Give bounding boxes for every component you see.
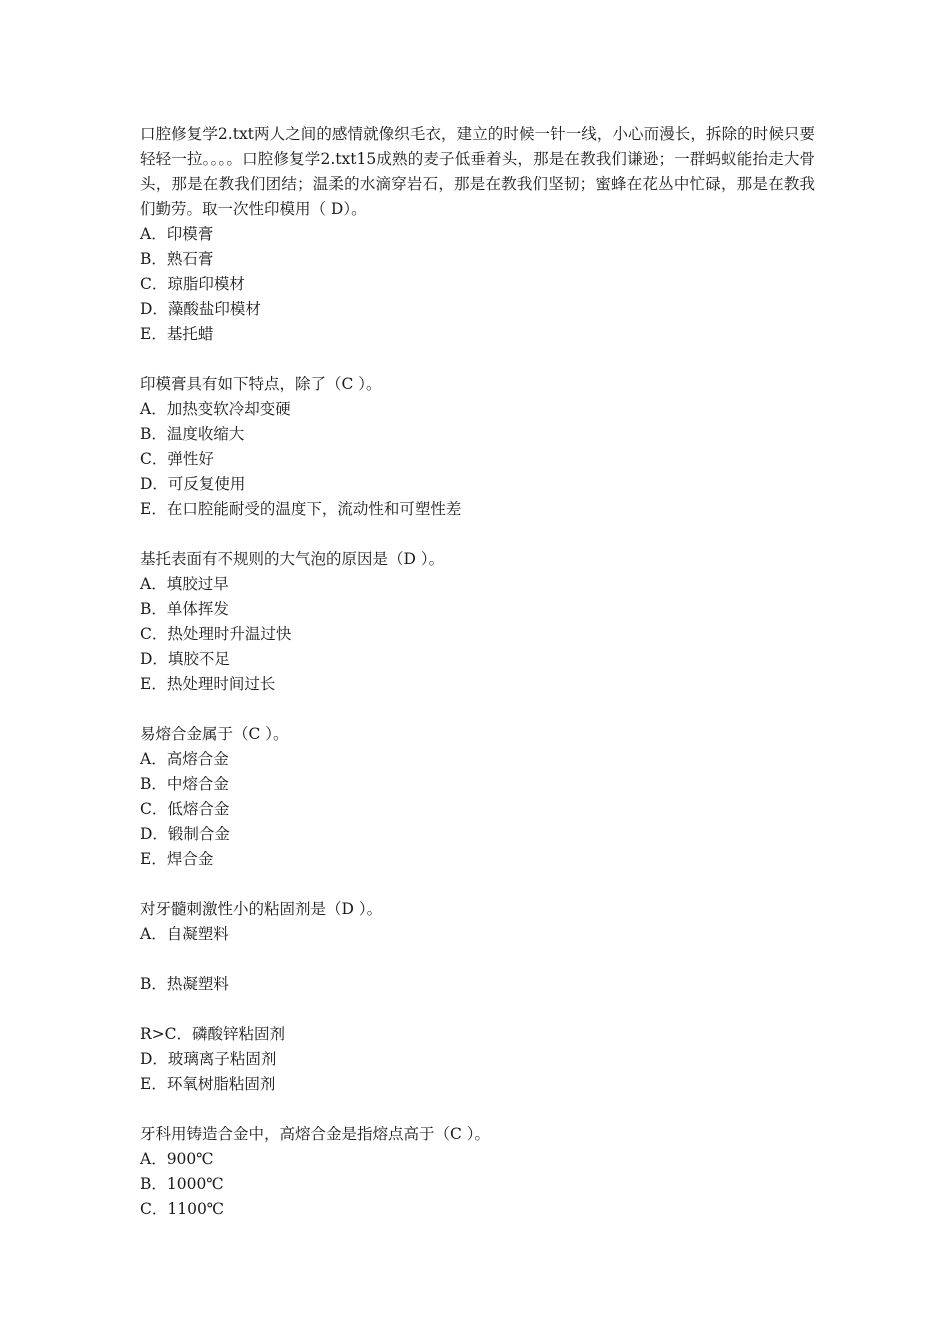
question-2 [140, 372, 815, 522]
option-c: R>C．磷酸锌粘固剂 [140, 1025, 286, 1043]
question-stem: 对牙髓刺激性小的粘固剂是（D ）。 [140, 900, 383, 918]
option-d: D．藻酸盐印模材 [140, 300, 261, 318]
question-3 [140, 547, 815, 697]
option-b: B．熟石膏 [140, 250, 214, 268]
question-stem: 基托表面有不规则的大气泡的原因是（D ）。 [140, 550, 445, 568]
option-a: A．自凝塑料 [140, 925, 229, 943]
question-stem: 牙科用铸造合金中，高熔合金是指熔点高于（C ）。 [140, 1125, 491, 1143]
option-d: D．锻制合金 [140, 825, 230, 843]
question-5 [140, 897, 815, 1097]
option-a: A．900℃ [140, 1150, 214, 1168]
question-stem: 印模膏具有如下特点，除了（C ）。 [140, 375, 382, 393]
option-b: B．1000℃ [140, 1175, 224, 1193]
option-a: A．印模膏 [140, 225, 214, 243]
option-e: E．环氧树脂粘固剂 [140, 1075, 276, 1093]
option-e: E．焊合金 [140, 850, 214, 868]
question-stem: 口腔修复学2.txt两人之间的感情就像织毛衣，建立的时候一针一线，小心而漫长，拆除的时候只要轻轻一拉。。。。口腔修复学2.txt15成熟的麦子低垂着头，那是在教我们谦逊；一群蚂蚁能抬走大骨头，那是在教我们团结；温柔的水滴穿岩石，那是在教我们坚韧；蜜蜂在花丛中忙碌，那是在教我们勤劳。取一次性印模用（ D）。 [140, 125, 815, 218]
option-b: B．热凝塑料 [140, 975, 229, 993]
option-a: A．加热变软冷却变硬 [140, 400, 291, 418]
option-b: B．中熔合金 [140, 775, 229, 793]
option-c: C．热处理时升温过快 [140, 625, 292, 643]
question-1 [140, 122, 815, 347]
option-c: C．琼脂印模材 [140, 275, 245, 293]
option-e: E．基托蜡 [140, 325, 214, 343]
option-a: A．高熔合金 [140, 750, 229, 768]
option-b: B．单体挥发 [140, 600, 229, 618]
question-stem: 易熔合金属于（C ）。 [140, 725, 289, 743]
option-c: C．弹性好 [140, 450, 214, 468]
option-d: D．填胶不足 [140, 650, 230, 668]
option-e: E．在口腔能耐受的温度下，流动性和可塑性差 [140, 500, 462, 518]
option-c: C．1100℃ [140, 1200, 225, 1218]
option-c: C．低熔合金 [140, 800, 230, 818]
question-6 [140, 1122, 815, 1222]
document-content [140, 122, 815, 1247]
question-4 [140, 722, 815, 872]
option-a: A．填胶过早 [140, 575, 229, 593]
option-d: D．可反复使用 [140, 475, 246, 493]
option-d: D．玻璃离子粘固剂 [140, 1050, 277, 1068]
option-b: B．温度收缩大 [140, 425, 245, 443]
option-e: E．热处理时间过长 [140, 675, 276, 693]
